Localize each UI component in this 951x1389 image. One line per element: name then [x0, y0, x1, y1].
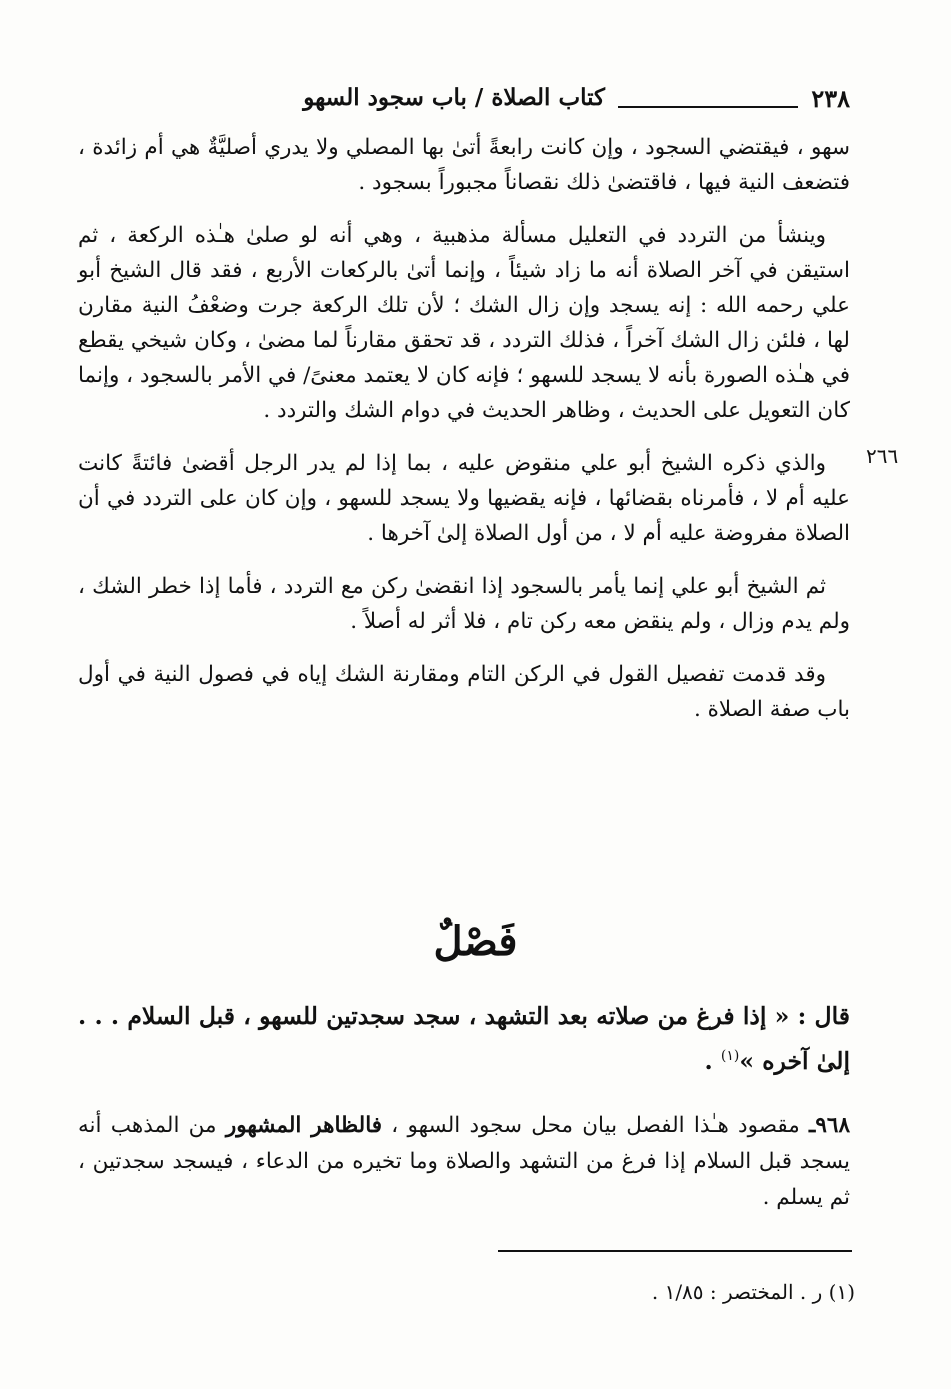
- quote-end: .: [704, 1046, 721, 1075]
- paragraph-968-text-b: من المذهب أنه يسجد قبل السلام إذا فرغ من التشهد والصلاة وما تخيره من الدعاء ، فيسجد سجدتين ، ثم يسلم .: [78, 1113, 850, 1210]
- paragraph-3: والذي ذكره الشيخ أبو علي منقوض عليه ، بما إذا لم يدر الرجل أقضىٰ فائتةً كانت عليه أم لا ، فأمرناه بقضائها ، فإنه يقضيها ولا يسجد للسهو ، وإن كان على التردد في أن الصلاة مفروضة عليه أم لا ، من أول الصلاة إلىٰ آخرها .: [78, 451, 850, 546]
- quoted-text: [78, 996, 850, 1081]
- chapter-title: كتاب الصلاة / باب سجود السهو: [303, 84, 605, 111]
- paragraph-5: وقد قدمت تفصيل القول في الركن التام ومقارنة الشك إياه في فصول النية في أول باب صفة الصلاة .: [78, 662, 850, 722]
- paragraph-968: [78, 1108, 850, 1216]
- running-header: [78, 84, 850, 124]
- margin-page-reference: ٢٦٦: [866, 444, 899, 468]
- header-rule: [618, 106, 798, 108]
- footnote-ref: (١): [720, 1048, 740, 1064]
- paragraph-2: وينشأ من التردد في التعليل مسألة مذهبية ، وهي أنه لو صلىٰ هـٰذه الركعة ، ثم استيقن في آخر الصلاة أنه ما زاد شيئاً ، وإنما أتىٰ بالركعات الأربع ، فقد قال الشيخ أبو علي رحمه الله : إنه يسجد وإن زال الشك ؛ لأن تلك الركعة جرت وضعْفُ النية مقارن لها ، فلئن زال الشك آخراً ، فذلك التردد ، قد تحقق مقارناً لما مضىٰ ، وكان شيخي يقطع في هـٰذه الصورة بأنه لا يسجد للسهو ؛ فإنه كان لا يعتمد معنىً/ في الأمر بالسجود ، وإنما كان التعويل على الحديث ، وظاهر الحديث في دوام الشك والتردد .: [78, 223, 850, 423]
- footnote-rule: [498, 1250, 852, 1252]
- paragraph-number: ٩٦٨ـ: [809, 1113, 850, 1138]
- paragraph-1: سهو ، فيقتضي السجود ، وإن كانت رابعةً أتىٰ بها المصلي ولا يدري أصليَّةٌ هي أم زائدة ، فتضعف النية فيها ، فاقتضىٰ ذلك نقصاناً مجبوراً بسجود .: [78, 135, 850, 195]
- section-heading: فَصْلٌ: [433, 918, 518, 965]
- main-text: [78, 130, 850, 745]
- footnote: (١) ر . المختصر : ١/٨٥ .: [651, 1280, 855, 1304]
- paragraph-4: ثم الشيخ أبو علي إنما يأمر بالسجود إذا انقضىٰ ركن مع التردد ، فأما إذا خطر الشك ، ولم يدم وزال ، ولم ينقض معه ركن تام ، فلا أثر له أصلاً .: [78, 574, 850, 634]
- quote-text: قال : « إذا فرغ من صلاته بعد التشهد ، سجد سجدتين للسهو ، قبل السلام . . . إلىٰ آخره »: [78, 1002, 850, 1075]
- paragraph-968-bold: فالظاهر المشهور: [225, 1113, 383, 1138]
- paragraph-968-text-a: مقصود هـٰذا الفصل بيان محل سجود السهو ،: [382, 1113, 810, 1138]
- page-number: ٢٣٨: [811, 84, 850, 113]
